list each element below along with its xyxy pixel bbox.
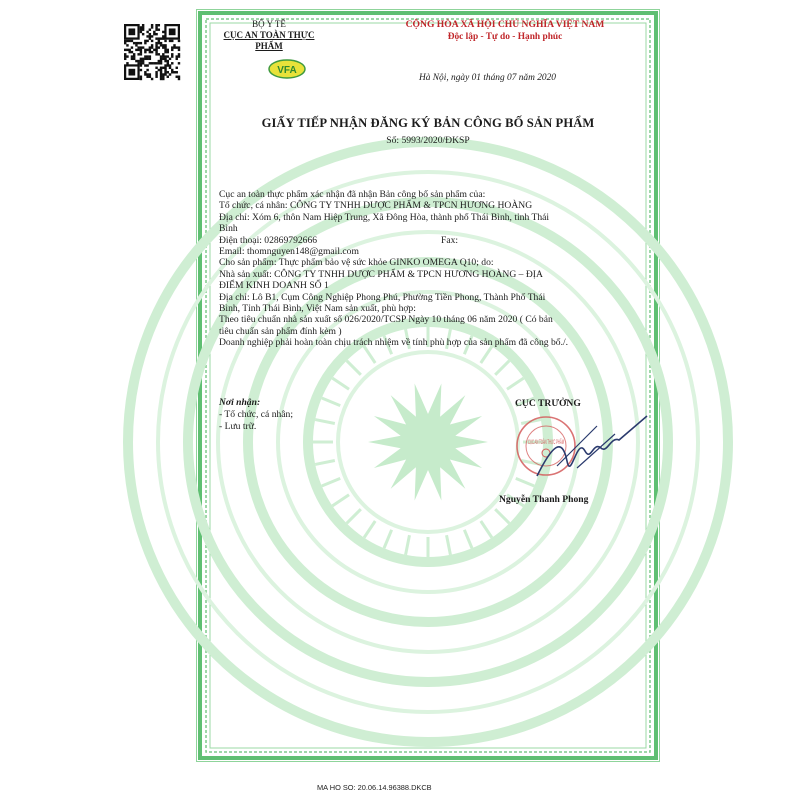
body-line: Theo tiêu chuẩn nhà sản xuất số 026/2020/TCSP Ngày 10 tháng 06 năm 2020 ( Có bản (219, 314, 553, 326)
issue-date: Hà Nội, ngày 01 tháng 07 năm 2020 (419, 73, 556, 83)
body-line: Bình, Tỉnh Thái Bình, Việt Nam sản xuất, phù hợp: (219, 303, 416, 315)
body-line: Doanh nghiệp phải hoàn toàn chịu trách nhiệm về tính phù hợp của sản phẩm đã công bố./. (219, 337, 569, 349)
recipients-heading: Nơi nhận: (219, 397, 261, 408)
national-motto: Độc lập - Tự do - Hạnh phúc (447, 32, 563, 42)
certificate (196, 9, 660, 762)
fax-label: Fax: (441, 234, 459, 246)
signature-icon (527, 406, 655, 496)
body-line: Địa chỉ: Lô B1, Cụm Công Nghiệp Phong Phú, Phường Tiền Phong, Thành Phố Thái (219, 291, 546, 303)
body-line: tiêu chuẩn sản phẩm đính kèm ) (219, 325, 342, 337)
svg-text:CỤC AN TOÀN THỰC PHẨM: CỤC AN TOÀN THỰC PHẨM (528, 440, 607, 446)
dossier-code: MA HO SO: 20.06.14.96388.DKCB (317, 783, 432, 792)
body-line: Cho sản phẩm: Thực phẩm bảo vệ sức khỏe GINKO OMEGA Q10; do: (219, 257, 494, 269)
recipient-item: - Tổ chức, cá nhân; (219, 409, 294, 420)
signer-name: Nguyễn Thanh Phong (499, 494, 589, 505)
svg-text:VFA: VFA (277, 65, 297, 76)
recipient-item: - Lưu trữ. (219, 421, 257, 432)
document-body (219, 189, 639, 349)
document-title: GIẤY TIẾP NHẬN ĐĂNG KÝ BẢN CÔNG BỐ SẢN PHẨM (261, 116, 595, 130)
body-line: ĐIỂM KINH DOANH SỐ 1 (219, 280, 329, 292)
vfa-logo-icon (267, 58, 307, 80)
body-line: Địa chỉ: Xóm 6, thôn Nam Hiệp Trung, Xã Đông Hòa, thành phố Thái Bình, tỉnh Thái (219, 211, 550, 223)
issuer-header (209, 19, 329, 52)
phone-line (219, 235, 639, 246)
body-line: Nhà sản xuất: CÔNG TY TNHH DƯỢC PHẨM & TPCN HƯƠNG HOÀNG – ĐỊA (219, 268, 543, 280)
phone-text: Điện thoại: 02869792666 (219, 234, 318, 246)
body-line: Cục an toàn thực phẩm xác nhận đã nhận Bản công bố sản phẩm của: (219, 189, 486, 200)
body-line: Bình (219, 223, 238, 235)
qr-code (124, 24, 180, 80)
body-line: Tổ chức, cá nhân: CÔNG TY TNHH DƯỢC PHẨM & TPCN HƯƠNG HOÀNG (219, 200, 533, 212)
department-name: CỤC AN TOÀN THỰC PHẨM (223, 30, 315, 51)
recipients-block (219, 397, 293, 433)
republic-name: CỘNG HÒA XÃ HỘI CHỦ NGHĨA VIỆT NAM (405, 19, 605, 30)
ministry-name: BỘ Y TẾ (252, 19, 286, 29)
signer-position: CỤC TRƯỞNG (515, 398, 581, 409)
email-line: Email: thomnguyen148@gmail.com (219, 246, 359, 258)
document-number: Số: 5993/2020/ĐKSP (386, 135, 470, 146)
national-header (357, 19, 653, 43)
